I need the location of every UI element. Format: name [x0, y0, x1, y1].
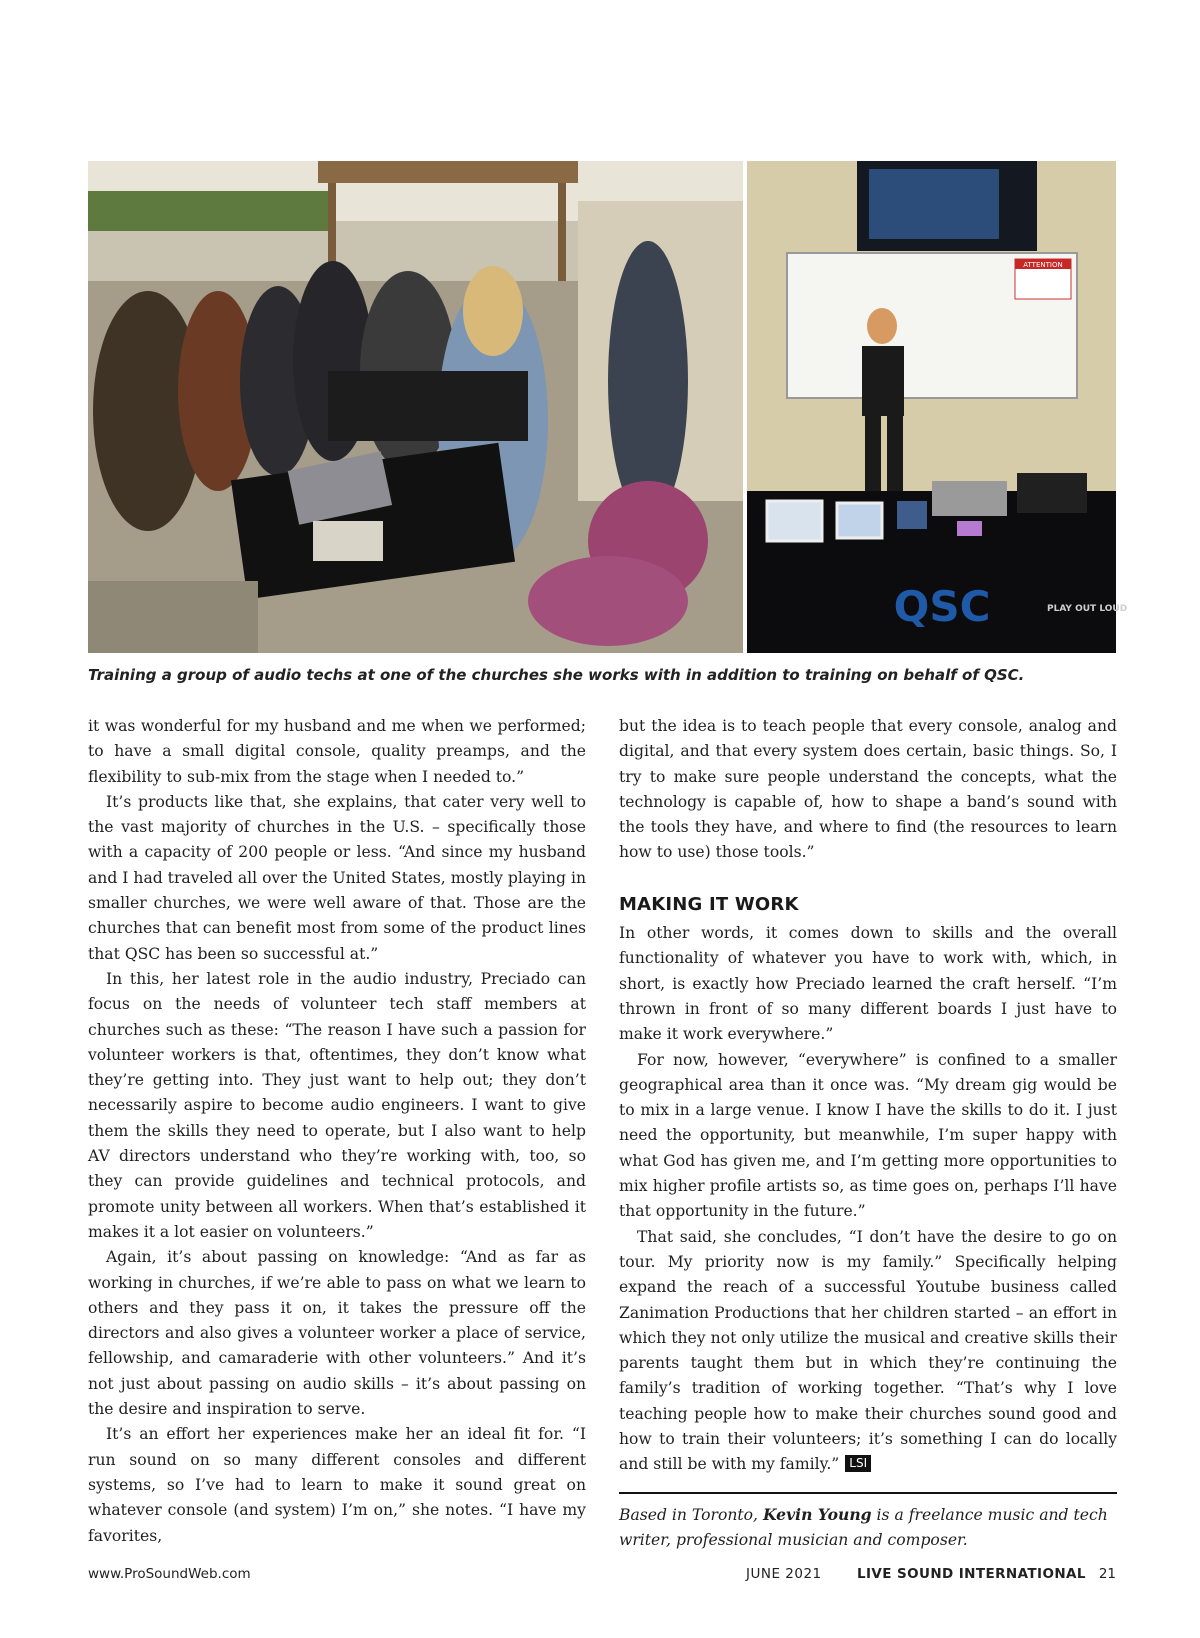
footer-issue: JUNE 2021	[746, 1566, 822, 1582]
training-group-illustration	[88, 161, 743, 653]
paragraph: In this, her latest role in the audio industry, Preciado can focus on the needs of volunteer tech staff members at churches such as these: “The reason I have such a passion for volunteer workers is that, oftentimes, they don’t know what they’re getting into. They just want to help out; they don’t necessarily aspire to become audio engineers. I want to give them the skills they need to operate, but I also want to help AV directors understand who they’re working with, too, so they can provide guidelines and technical protocols, and promote unity between all workers. When that’s established it makes it a lot easier on volunteers.”	[88, 969, 586, 1241]
right-column	[619, 714, 1117, 1553]
section-heading: MAKING IT WORK	[619, 893, 799, 915]
page-footer	[88, 1566, 1116, 1586]
paragraph: It’s products like that, she explains, that cater very well to the vast majority of churches in the U.S. – specifically those with a capacity of 200 people or less. “And since my husband and I had traveled all over the United States, mostly playing in smaller churches, we were well aware of that. Those are the churches that can benefit most from some of the product lines that QSC has been so successful at.”	[88, 792, 586, 963]
paragraph-final	[619, 1225, 1117, 1478]
paragraph: For now, however, “everywhere” is confined to a smaller geographical area than it once was. “My dream gig would be to mix in a large venue. I know I have the skills to do it. I just need the opportunity, but meanwhile, I’m super happy with what God has given me, and I’m getting more opportunities to mix higher profile artists so, as time goes on, perhaps I’ll have that opportunity in the future.”	[619, 1050, 1117, 1221]
paragraph: In other words, it comes down to skills and the overall functionality of whatever you have to work with, which, in short, is exactly how Preciado learned the craft herself. “I’m thrown in front of so many different boards I just have to make it work everywhere.”	[619, 924, 1117, 1044]
author-bio	[619, 1502, 1117, 1554]
end-badge: LSI	[845, 1455, 871, 1472]
paragraph: It’s an effort her experiences make her an ideal fit for. “I run sound on so many different consoles and different systems, so I’ve had to learn to make it sound great on whatever console (and system) I’m on,” she notes. “I have my favorites,	[88, 1425, 586, 1545]
qsc-banner-tagline: PLAY OUT LOUD	[1047, 604, 1128, 614]
footer-url[interactable]: www.ProSoundWeb.com	[88, 1566, 251, 1582]
photo-strip	[88, 161, 1128, 653]
left-column	[88, 714, 586, 1549]
paragraph: it was wonderful for my husband and me when we performed; to have a small digital console, quality preamps, and the flexibility to sub-mix from the stage when I needed to.”	[88, 717, 586, 786]
qsc-banner-logo: QSC	[893, 582, 991, 631]
bio-divider	[619, 1492, 1117, 1494]
footer-magazine: LIVE SOUND INTERNATIONAL	[857, 1566, 1086, 1582]
paragraph-text: That said, she concludes, “I don’t have the desire to go on tour. My priority now is my family.” Specifically helping expand the reach of a successful Youtube business called Zanimation Productions that her children started – an effort in which they not only utilize the musical and creative skills their parents taught them but in which they’re continuing the family’s tradition of working together. “That’s why I love teaching people how to make their churches sound good and how to train their volunteers; it’s something I can do locally and still be with my family.”	[619, 1227, 1117, 1474]
paragraph: but the idea is to teach people that every console, analog and digital, and that every system does certain, basic things. So, I try to make sure people understand the concepts, what the technology is capable of, how to shape a band’s sound with the tools they have, and where to find (the resources to learn how to use) those tools.”	[619, 717, 1117, 862]
author-name: Kevin Young	[762, 1504, 872, 1524]
photo-caption: Training a group of audio techs at one of the churches she works with in addition to training on behalf of QSC.	[88, 666, 1025, 684]
qsc-training-photo	[747, 161, 1128, 653]
training-group-photo	[88, 161, 743, 653]
page-number: 21	[1098, 1566, 1116, 1582]
paragraph: Again, it’s about passing on knowledge: “And as far as working in churches, if we’re able to pass on what we learn to others and they pass it on, it takes the pressure off the directors and also gives a volunteer worker a place of service, fellowship, and camaraderie with other volunteers.” And it’s not just about passing on audio skills – it’s about passing on the desire and inspiration to serve.	[88, 1248, 586, 1419]
bio-prefix: Based in Toronto,	[619, 1505, 763, 1524]
attention-sign: ATTENTION	[1023, 261, 1063, 269]
bio-suffix: is a freelance music and tech writer, professional musician and composer.	[619, 1505, 1108, 1549]
qsc-training-illustration	[747, 161, 1128, 653]
